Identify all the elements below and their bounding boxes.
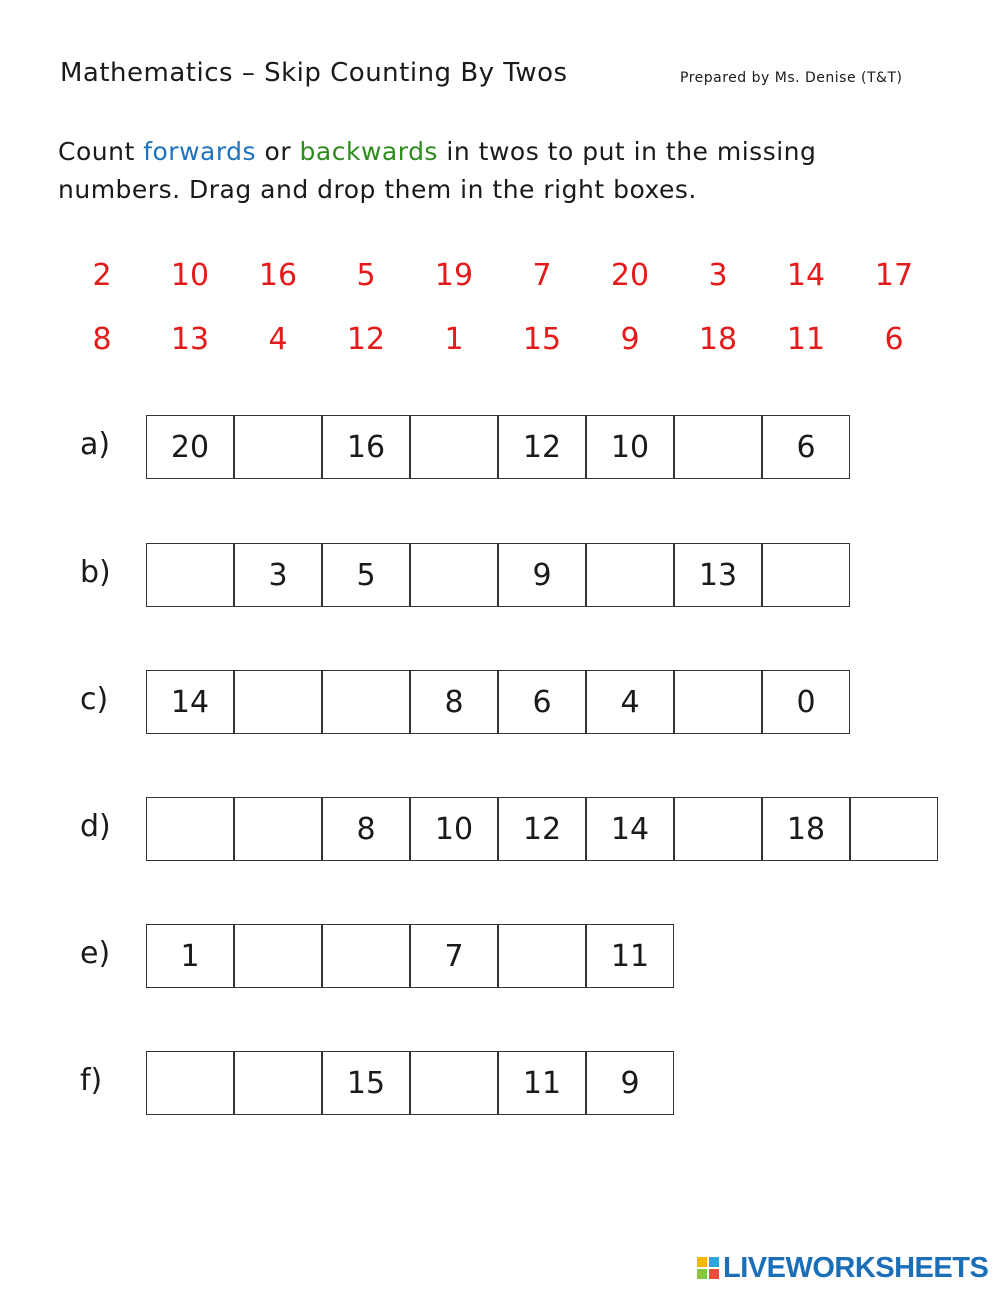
given-number-box: 10 [586, 415, 674, 479]
drop-box[interactable] [146, 797, 234, 861]
drop-box[interactable] [234, 415, 322, 479]
draggable-number[interactable]: 19 [434, 258, 474, 293]
given-number-box: 11 [498, 1051, 586, 1115]
drop-box[interactable] [410, 543, 498, 607]
drop-box[interactable] [498, 924, 586, 988]
drop-box[interactable] [234, 670, 322, 734]
given-number-box: 8 [322, 797, 410, 861]
worksheet-title: Mathematics – Skip Counting By Twos [60, 58, 568, 88]
given-number-box: 13 [674, 543, 762, 607]
instructions-part1: Count [58, 137, 144, 166]
backwards-word: backwards [299, 137, 438, 166]
given-number-box: 16 [322, 415, 410, 479]
drop-box[interactable] [762, 543, 850, 607]
given-number-box: 6 [498, 670, 586, 734]
draggable-number[interactable]: 11 [786, 322, 826, 357]
draggable-number[interactable]: 8 [92, 322, 112, 357]
given-number-box: 9 [586, 1051, 674, 1115]
instructions-part2: or [256, 137, 300, 166]
exercise-label: c) [80, 682, 109, 717]
given-number-box: 8 [410, 670, 498, 734]
drop-box[interactable] [322, 924, 410, 988]
draggable-number[interactable]: 2 [92, 258, 112, 293]
number-bank-row-2 [58, 322, 938, 362]
given-number-box: 1 [146, 924, 234, 988]
draggable-number[interactable]: 10 [170, 258, 210, 293]
drop-box[interactable] [674, 797, 762, 861]
logo-text: LIVEWORKSHEETS [723, 1251, 989, 1284]
given-number-box: 7 [410, 924, 498, 988]
given-number-box: 18 [762, 797, 850, 861]
drop-box[interactable] [234, 1051, 322, 1115]
given-number-box: 0 [762, 670, 850, 734]
drop-box[interactable] [146, 1051, 234, 1115]
draggable-number[interactable]: 14 [786, 258, 826, 293]
given-number-box: 10 [410, 797, 498, 861]
draggable-number[interactable]: 12 [346, 322, 386, 357]
draggable-number[interactable]: 9 [620, 322, 640, 357]
instructions [58, 133, 938, 209]
given-number-box: 9 [498, 543, 586, 607]
given-number-box: 12 [498, 797, 586, 861]
draggable-number[interactable]: 5 [356, 258, 376, 293]
given-number-box: 6 [762, 415, 850, 479]
drop-box[interactable] [322, 670, 410, 734]
given-number-box: 3 [234, 543, 322, 607]
instructions-part3: in twos to put in the missing numbers. Drag and drop them in the right boxes. [58, 137, 817, 204]
exercise-label: e) [80, 936, 111, 971]
drop-box[interactable] [234, 924, 322, 988]
drop-box[interactable] [410, 1051, 498, 1115]
number-bank-row-1 [58, 258, 938, 298]
forwards-word: forwards [143, 137, 257, 166]
drop-box[interactable] [674, 415, 762, 479]
draggable-number[interactable]: 6 [884, 322, 904, 357]
draggable-number[interactable]: 13 [170, 322, 210, 357]
exercise-label: a) [80, 427, 111, 462]
draggable-number[interactable]: 4 [268, 322, 288, 357]
given-number-box: 14 [586, 797, 674, 861]
draggable-number[interactable]: 1 [444, 322, 464, 357]
drop-box[interactable] [586, 543, 674, 607]
drop-box[interactable] [850, 797, 938, 861]
given-number-box: 4 [586, 670, 674, 734]
draggable-number[interactable]: 3 [708, 258, 728, 293]
prepared-by: Prepared by Ms. Denise (T&T) [680, 70, 903, 86]
given-number-box: 14 [146, 670, 234, 734]
draggable-number[interactable]: 16 [258, 258, 298, 293]
given-number-box: 5 [322, 543, 410, 607]
given-number-box: 11 [586, 924, 674, 988]
draggable-number[interactable]: 20 [610, 258, 650, 293]
drop-box[interactable] [146, 543, 234, 607]
given-number-box: 20 [146, 415, 234, 479]
given-number-box: 12 [498, 415, 586, 479]
draggable-number[interactable]: 7 [532, 258, 552, 293]
exercise-label: b) [80, 555, 111, 590]
exercise-label: f) [80, 1063, 103, 1098]
draggable-number[interactable]: 17 [874, 258, 914, 293]
drop-box[interactable] [410, 415, 498, 479]
drop-box[interactable] [234, 797, 322, 861]
given-number-box: 15 [322, 1051, 410, 1115]
drop-box[interactable] [674, 670, 762, 734]
liveworksheets-logo-icon [697, 1257, 719, 1279]
exercise-label: d) [80, 809, 111, 844]
liveworksheets-logo [697, 1253, 988, 1283]
draggable-number[interactable]: 18 [698, 322, 738, 357]
draggable-number[interactable]: 15 [522, 322, 562, 357]
